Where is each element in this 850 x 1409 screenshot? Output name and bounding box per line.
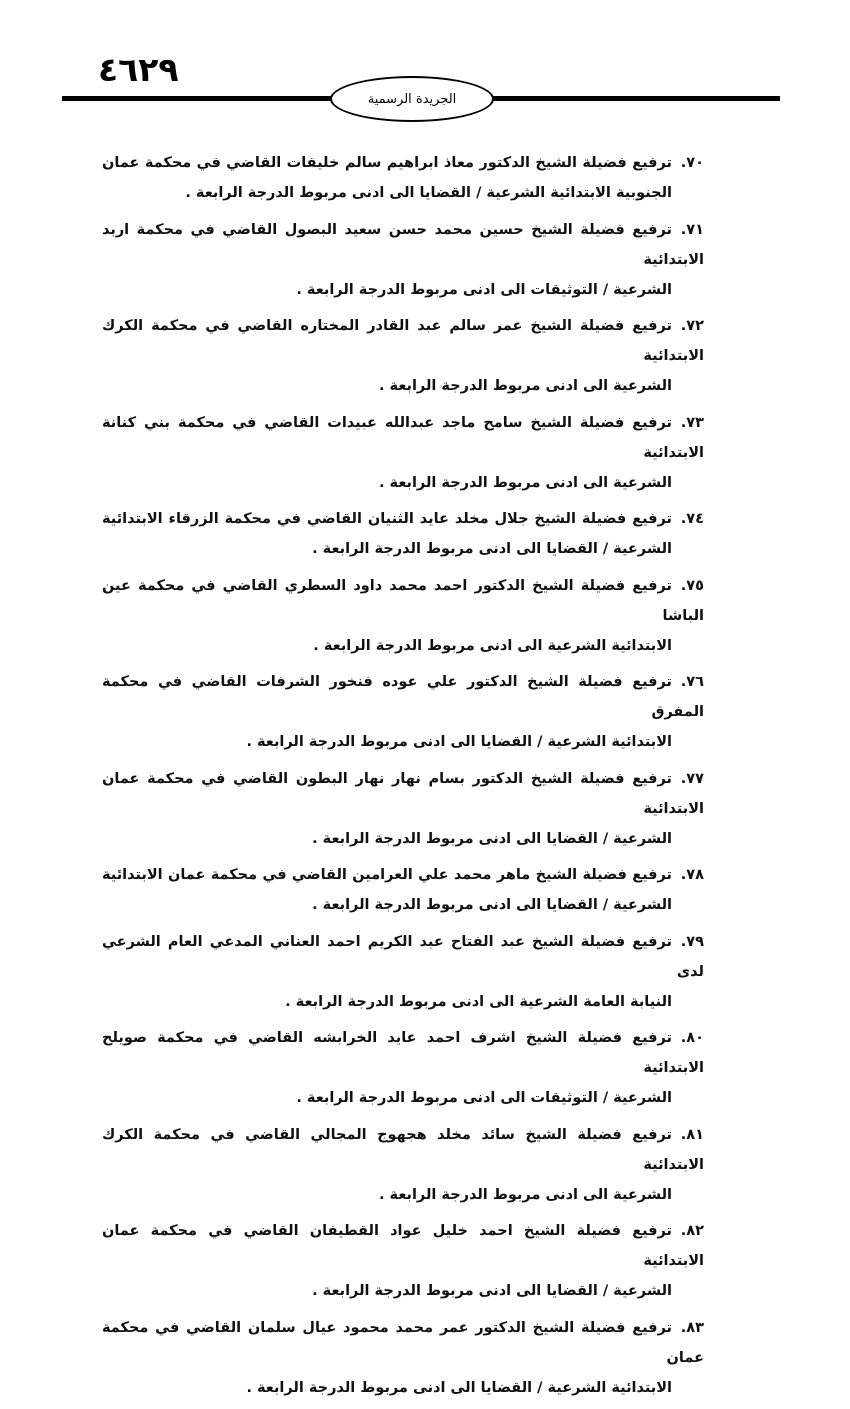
list-item (102, 927, 704, 1017)
list-item (102, 1313, 704, 1403)
item-second-line: الشرعية الى ادنى مربوط الدرجة الرابعة . (378, 378, 672, 394)
item-number: ٧٠. (680, 155, 704, 171)
item-second-line: النيابة العامة الشرعية الى ادنى مربوط الدرجة الرابعة . (285, 993, 672, 1010)
item-first-line (102, 860, 704, 890)
item-number: ٧٨. (680, 867, 704, 883)
item-text: ترفيع فضيلة الشيخ حسين محمد حسن سعيد البصول القاضي في محكمة اربد الابتدائية (102, 221, 704, 268)
item-number: ٧٩. (680, 933, 704, 950)
list-item (102, 311, 704, 401)
list-item (102, 1023, 704, 1113)
item-text: ترفيع فضيلة الشيخ عبد الفتاح عبد الكريم احمد العناني المدعي العام الشرعي لدى (102, 933, 704, 980)
list-item (102, 215, 704, 305)
list-item (102, 1120, 704, 1210)
item-second-line: الشرعية / القضايا الى ادنى مربوط الدرجة الرابعة . (312, 1283, 672, 1299)
item-number: ٧٧. (680, 770, 704, 787)
item-number: ٧٦. (680, 674, 704, 690)
header-title-oval (330, 76, 494, 122)
item-number: ٧٤. (680, 511, 704, 527)
item-text: ترفيع فضيلة الشيخ الدكتور احمد محمد داود السطري القاضي في محكمة عين الباشا (102, 577, 704, 624)
list-item (102, 667, 704, 757)
page-number: ٤٦٢٩ (98, 50, 179, 89)
list-item (102, 571, 704, 661)
list-item (102, 860, 704, 920)
item-text: ترفيع فضيلة الشيخ الدكتور علي عوده فنخور الشرفات القاضي في محكمة المفرق (102, 674, 704, 720)
item-first-line (102, 504, 704, 534)
item-first-line (102, 927, 704, 987)
header-title: الجريدة الرسمية (367, 91, 457, 107)
list-item (102, 1216, 704, 1306)
item-second-line: الابتدائية الشرعية / القضايا الى ادنى مربوط الدرجة الرابعة . (246, 1379, 672, 1396)
item-second-line: الشرعية / التوثيقات الى ادنى مربوط الدرجة الرابعة . (296, 281, 672, 298)
item-second-line: الشرعية / القضايا الى ادنى مربوط الدرجة الرابعة . (312, 897, 672, 913)
item-number: ٨١. (680, 1126, 704, 1143)
item-number: ٨٣. (680, 1319, 704, 1336)
list-item (102, 148, 704, 208)
item-text: ترفيع فضيلة الشيخ سامح ماجد عبدالله عبيدات القاضي في محكمة بني كنانة الابتدائية (102, 414, 704, 461)
item-first-line (102, 408, 704, 468)
item-first-line (102, 764, 704, 824)
item-text: ترفيع فضيلة الشيخ اشرف احمد عايد الخرابشه القاضي في محكمة صويلح الابتدائية (102, 1030, 704, 1076)
item-text: ترفيع فضيلة الشيخ جلال مخلد عايد الثنيان القاضي في محكمة الزرقاء الابتدائية (102, 511, 672, 527)
item-text: ترفيع فضيلة الشيخ الدكتور معاذ ابراهيم سالم خليفات القاضي في محكمة عمان (102, 155, 672, 171)
item-first-line (102, 667, 704, 727)
item-first-line (102, 1120, 704, 1180)
item-second-line: الجنوبية الابتدائية الشرعية / القضايا الى ادنى مربوط الدرجة الرابعة . (185, 185, 672, 201)
item-second-line: الشرعية الى ادنى مربوط الدرجة الرابعة . (378, 474, 672, 491)
item-number: ٨٠. (680, 1030, 704, 1046)
item-number: ٧١. (680, 221, 704, 238)
item-second-line: الابتدائية الشرعية / القضايا الى ادنى مربوط الدرجة الرابعة . (246, 734, 672, 750)
item-first-line (102, 215, 704, 275)
item-second-line: الشرعية الى ادنى مربوط الدرجة الرابعة . (378, 1186, 672, 1203)
list-item (102, 408, 704, 498)
list-item (102, 764, 704, 854)
item-number: ٨٢. (680, 1223, 704, 1239)
item-first-line (102, 1216, 704, 1276)
item-second-line: الابتدائية الشرعية الى ادنى مربوط الدرجة الرابعة . (313, 637, 672, 654)
item-number: ٧٥. (680, 577, 704, 594)
item-second-line: الشرعية / القضايا الى ادنى مربوط الدرجة الرابعة . (312, 541, 672, 557)
item-first-line (102, 1313, 704, 1373)
item-first-line (102, 571, 704, 631)
item-first-line (102, 311, 704, 371)
item-number: ٧٢. (680, 318, 704, 334)
item-text: ترفيع فضيلة الشيخ الدكتور بسام نهار نهار البطون القاضي في محكمة عمان الابتدائية (102, 770, 704, 817)
item-second-line: الشرعية / التوثيقات الى ادنى مربوط الدرجة الرابعة . (296, 1090, 672, 1106)
item-number: ٧٣. (680, 414, 704, 431)
item-text: ترفيع فضيلة الشيخ سائد مخلد هجهوج المجالي القاضي في محكمة الكرك الابتدائية (102, 1126, 704, 1173)
item-first-line (102, 1023, 704, 1083)
item-text: ترفيع فضيلة الشيخ احمد خليل عواد القطيفان القاضي في محكمة عمان الابتدائية (102, 1223, 704, 1269)
item-first-line (102, 148, 704, 178)
list-item (102, 504, 704, 564)
promotion-list (102, 148, 704, 1409)
item-text: ترفيع فضيلة الشيخ ماهر محمد علي العرامين القاضي في محكمة عمان الابتدائية (102, 867, 672, 883)
item-second-line: الشرعية / القضايا الى ادنى مربوط الدرجة الرابعة . (312, 830, 672, 847)
item-text: ترفيع فضيلة الشيخ الدكتور عمر محمد محمود عيال سلمان القاضي في محكمة عمان (102, 1319, 704, 1366)
item-text: ترفيع فضيلة الشيخ عمر سالم عبد القادر المختاره القاضي في محكمة الكرك الابتدائية (102, 318, 704, 364)
